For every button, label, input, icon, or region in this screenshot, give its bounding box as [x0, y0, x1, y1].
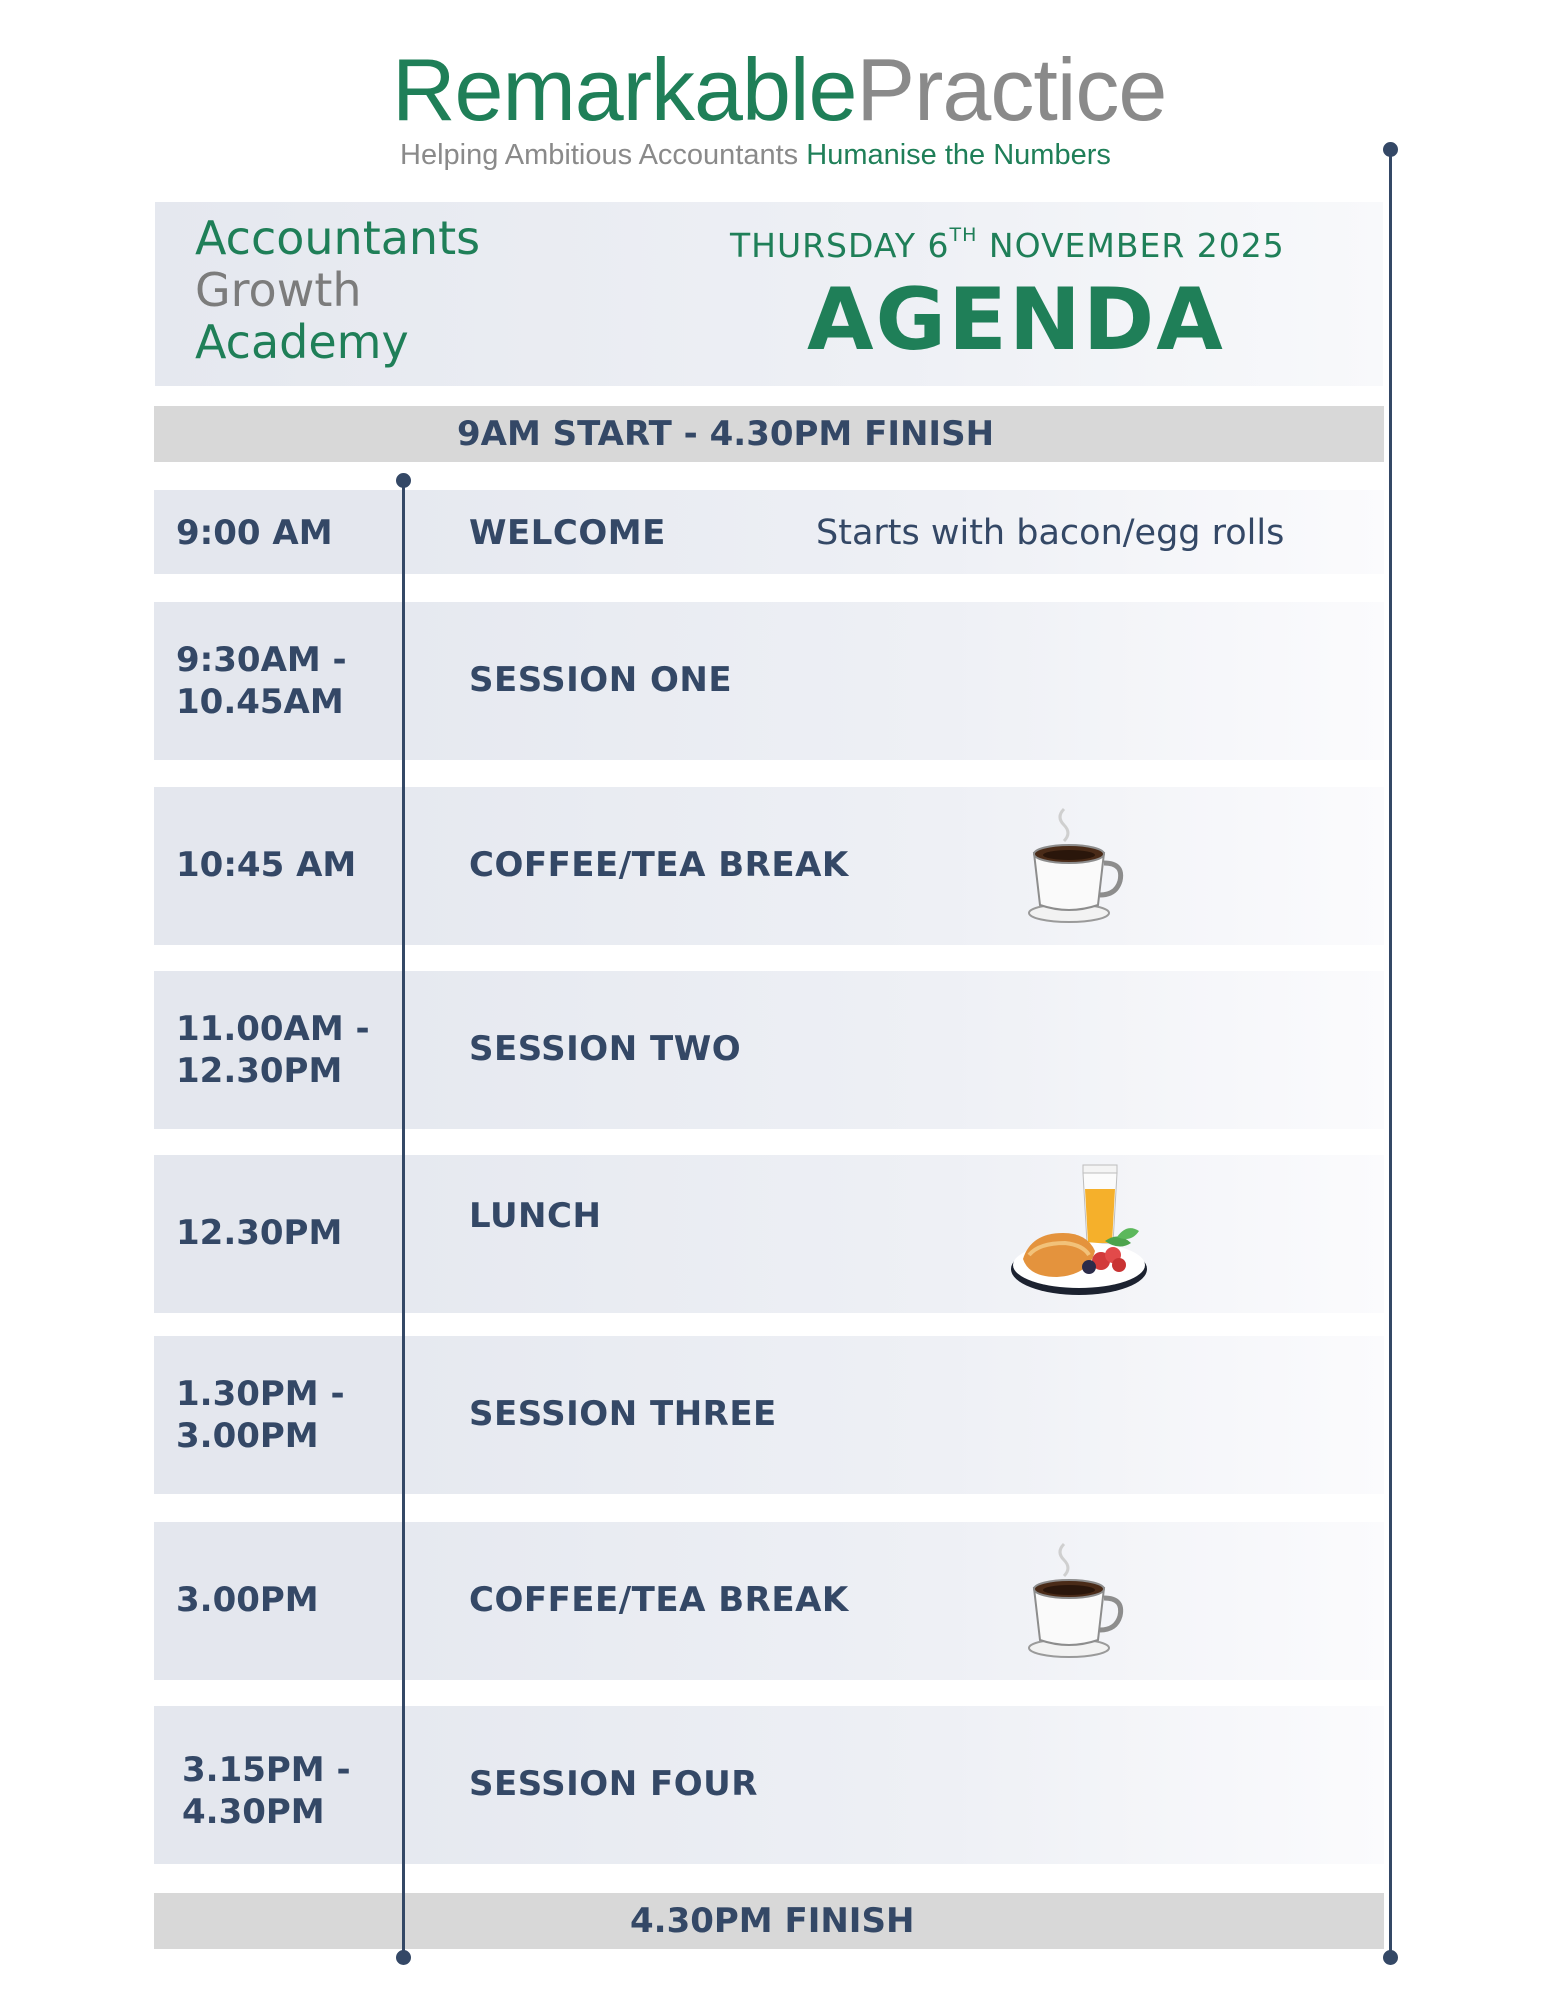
session-time: 3.15PM - 4.30PM [182, 1750, 351, 1832]
tagline-green-part: Humanise the Numbers [806, 139, 1111, 171]
agenda-row [154, 1522, 1384, 1680]
date-ordinal-suffix: TH [949, 224, 978, 246]
session-label: COFFEE/TEA BREAK [469, 1580, 849, 1620]
session-time: 9:00 AM [176, 513, 333, 553]
date-rest: NOVEMBER 2025 [977, 226, 1285, 265]
session-label: SESSION THREE [469, 1394, 777, 1434]
agenda-row [154, 1155, 1384, 1313]
academy-line-2: Growth [195, 263, 362, 317]
session-time: 10:45 AM [176, 845, 357, 885]
remarkable-practice-logo [392, 40, 1167, 172]
session-time: 12.30PM [176, 1213, 343, 1253]
session-time: 3.00PM [176, 1580, 319, 1620]
logo-tagline [400, 138, 1152, 172]
session-label: LUNCH [469, 1196, 602, 1236]
start-finish-banner [154, 406, 1384, 462]
agenda-header [155, 202, 1383, 386]
left-timeline-line [402, 480, 405, 1957]
session-label: SESSION FOUR [469, 1764, 758, 1804]
finish-banner-text: 4.30PM FINISH [630, 1901, 915, 1941]
agenda-row [154, 971, 1384, 1129]
coffee-cup-icon [1024, 1536, 1134, 1670]
agenda-row [154, 1706, 1384, 1864]
session-time: 11.00AM - 12.30PM [176, 1009, 370, 1091]
tagline-grey-part: Helping Ambitious Accountants [400, 139, 799, 171]
date-prefix: THURSDAY 6 [730, 226, 950, 265]
start-banner-text: 9AM START - 4.30PM FINISH [457, 414, 995, 454]
agenda-row [154, 602, 1384, 760]
coffee-cup-icon [1024, 801, 1134, 935]
academy-logo [195, 212, 480, 368]
logo-word-practice: Practice [856, 40, 1167, 139]
session-label: SESSION TWO [469, 1029, 742, 1069]
right-timeline-top-dot [1383, 142, 1398, 157]
session-note: Starts with bacon/egg rolls [816, 513, 1285, 553]
page-title: AGENDA [807, 270, 1225, 370]
session-label: WELCOME [469, 513, 666, 553]
lunch-plate-icon [1009, 1163, 1159, 1307]
right-timeline-line [1389, 149, 1392, 1957]
logo-word-remarkable: Remarkable [392, 40, 857, 139]
agenda-row [154, 787, 1384, 945]
finish-banner [154, 1893, 1384, 1949]
left-timeline-bottom-dot [396, 1950, 411, 1965]
event-date [730, 226, 1330, 265]
left-timeline-top-dot [396, 473, 411, 488]
right-timeline-bottom-dot [1383, 1950, 1398, 1965]
logo-wordmark [392, 40, 1167, 139]
agenda-row [154, 490, 1384, 574]
academy-line-1: Accountants [195, 211, 481, 265]
session-time: 9:30AM - 10.45AM [176, 640, 347, 722]
session-time: 1.30PM - 3.00PM [176, 1374, 345, 1456]
session-label: COFFEE/TEA BREAK [469, 845, 849, 885]
session-label: SESSION ONE [469, 660, 733, 700]
agenda-row [154, 1336, 1384, 1494]
academy-line-3: Academy [195, 315, 409, 369]
